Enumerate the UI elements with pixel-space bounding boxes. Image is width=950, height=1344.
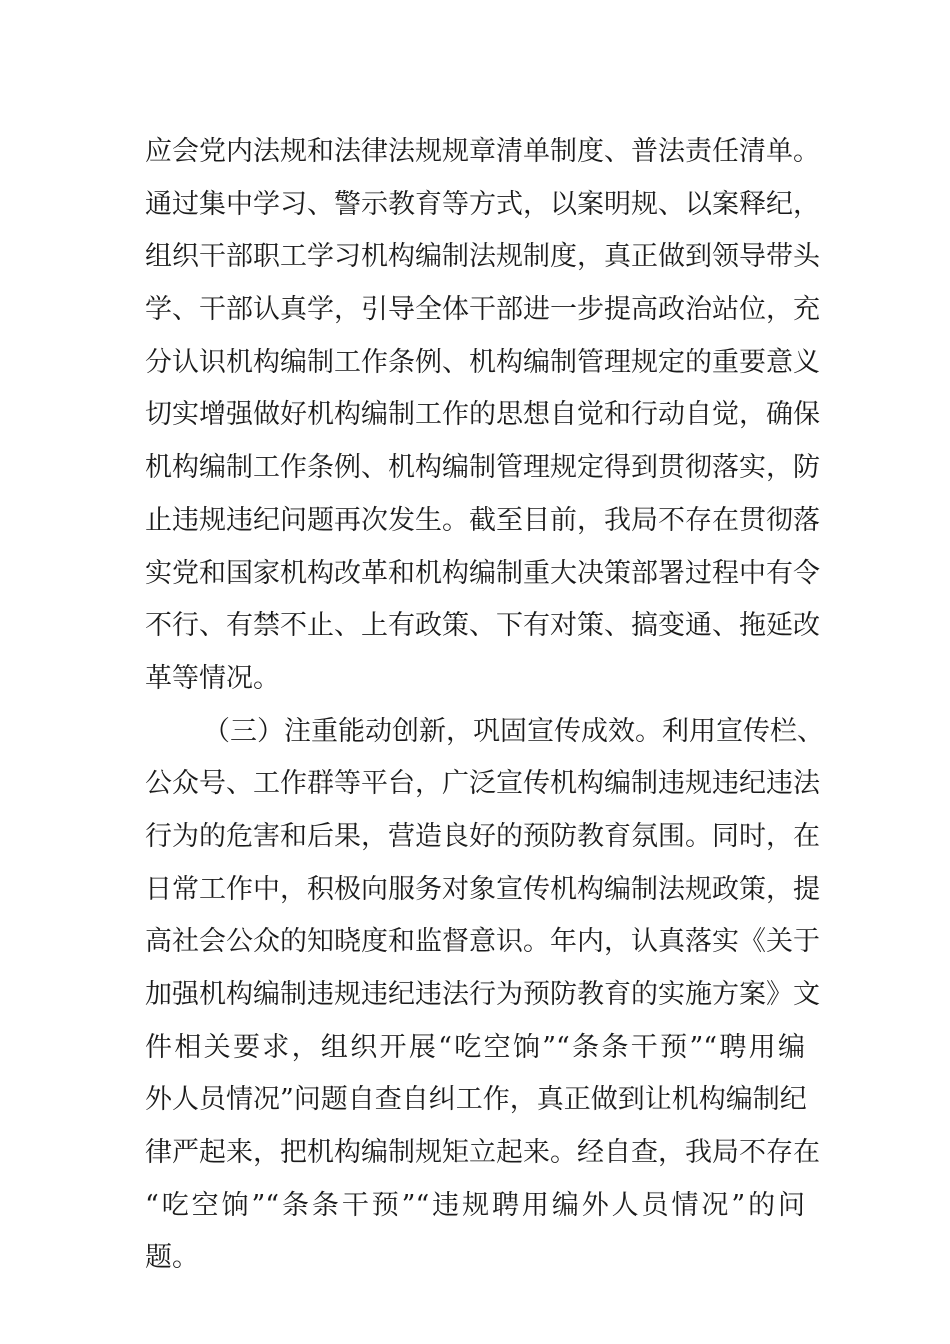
- text-line: 通过集中学习、警示教育等方式，以案明规、以案释纪，: [145, 188, 820, 220]
- text-line: “吃空饷”“条条干预”“违规聘用编外人员情况”的问: [145, 1189, 805, 1221]
- text-line: 切实增强做好机构编制工作的思想自觉和行动自觉，确保: [145, 399, 820, 431]
- text-line: 革等情况。: [145, 662, 280, 694]
- text-line: 加强机构编制违规违纪违法行为预防教育的实施方案》文: [145, 979, 820, 1010]
- text-line: 分认识机构编制工作条例、机构编制管理规定的重要意义: [145, 346, 820, 378]
- text-line: 应会党内法规和法律法规规章清单制度、普法责任清单。: [145, 136, 820, 167]
- text-line: 公众号、工作群等平台，广泛宣传机构编制违规违纪违法: [145, 768, 820, 800]
- text-line: 题。: [145, 1242, 199, 1274]
- text-line: 学、干部认真学，引导全体干部进一步提高政治站位，充: [145, 294, 820, 326]
- text-line: 实党和国家机构改革和机构编制重大决策部署过程中有令: [145, 557, 820, 589]
- text-line: 机构编制工作条例、机构编制管理规定得到贯彻落实，防: [145, 452, 820, 484]
- text-line: 止违规违纪问题再次发生。截至目前，我局不存在贯彻落: [145, 504, 820, 536]
- section-heading-line: （三）注重能动创新，巩固宣传成效。利用宣传栏、: [203, 715, 824, 747]
- text-line: 日常工作中，积极向服务对象宣传机构编制法规政策，提: [145, 873, 820, 905]
- text-line: 件相关要求，组织开展“吃空饷”“条条干预”“聘用编: [145, 1031, 805, 1063]
- text-line: 组织干部职工学习机构编制法规制度，真正做到领导带头: [145, 241, 820, 273]
- body-text: [145, 126, 824, 1285]
- text-line: 不行、有禁不止、上有政策、下有对策、搞变通、拖延改: [145, 610, 820, 642]
- text-line: 外人员情况”问题自查自纠工作，真正做到让机构编制纪: [145, 1084, 807, 1116]
- text-line: 高社会公众的知晓度和监督意识。年内，认真落实《关于: [145, 926, 820, 958]
- text-line: 律严起来，把机构编制规矩立起来。经自查，我局不存在: [145, 1137, 820, 1169]
- text-line: 行为的危害和后果，营造良好的预防教育氛围。同时，在: [145, 820, 820, 852]
